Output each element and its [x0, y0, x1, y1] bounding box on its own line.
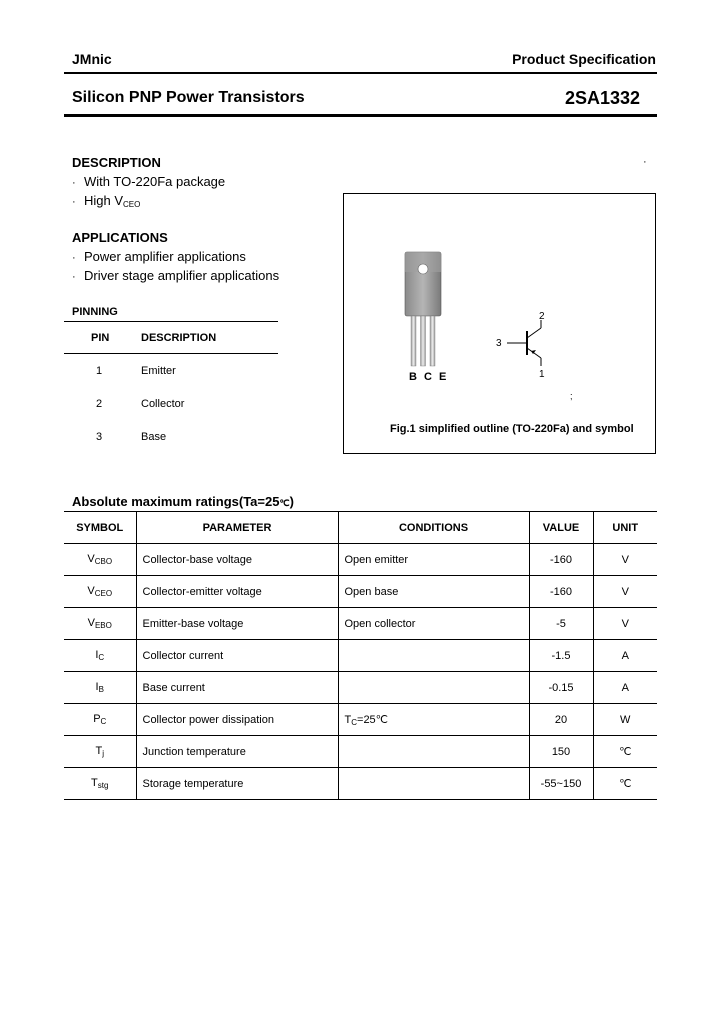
value-cell: -160: [529, 576, 593, 608]
figure-caption: Fig.1 simplified outline (TO-220Fa) and symbol: [390, 423, 634, 435]
symbol-pin-3: 3: [496, 338, 502, 349]
application-item: · Power amplifier applications: [72, 249, 246, 264]
value-cell: -55~150: [529, 768, 593, 800]
conditions-cell: Open collector: [338, 608, 529, 640]
bullet-icon: ·: [72, 271, 76, 283]
table-row: [64, 704, 657, 736]
table-row: [64, 576, 657, 608]
brand-name: JMnic: [72, 51, 112, 67]
unit-cell: V: [593, 544, 657, 576]
to220fa-package-icon: [395, 244, 455, 374]
pin-description: Collector: [141, 398, 185, 410]
symbol-cell: $I_C$: [64, 640, 136, 672]
pinning-rule-header: [64, 353, 278, 354]
pin-number: 2: [96, 398, 103, 410]
symbol-cell: $V_{CBO}$: [64, 544, 136, 576]
table-row: [64, 768, 657, 800]
value-cell: -160: [529, 544, 593, 576]
description-heading: DESCRIPTION: [72, 155, 161, 170]
application-item: · Driver stage amplifier applications: [72, 268, 280, 283]
value-cell: 150: [529, 736, 593, 768]
conditions-cell: Open emitter: [338, 544, 529, 576]
symbol-cell: $I_B$: [64, 672, 136, 704]
value-cell: -0.15: [529, 672, 593, 704]
pin-column-header: PIN: [91, 332, 110, 344]
pnp-transistor-symbol-icon: [505, 318, 555, 368]
value-cell: -5: [529, 608, 593, 640]
table-row: [64, 736, 657, 768]
conditions-cell: $T_C=25℃$: [338, 704, 529, 736]
symbol-cell: $V_{EBO}$: [64, 608, 136, 640]
symbol-pin-1: 1: [539, 369, 545, 380]
unit-cell: W: [593, 704, 657, 736]
unit-cell: V: [593, 576, 657, 608]
package-pin-labels: B C E: [409, 371, 449, 383]
parameter-cell: Collector-emitter voltage: [136, 576, 338, 608]
column-header: UNIT: [593, 512, 657, 544]
ratings-table: [64, 511, 657, 800]
column-header: CONDITIONS: [338, 512, 529, 544]
table-row: [64, 640, 657, 672]
symbol-cell: $T_{stg}$: [64, 768, 136, 800]
unit-cell: A: [593, 640, 657, 672]
applications-heading: APPLICATIONS: [72, 230, 168, 245]
pin-description: Base: [141, 431, 167, 443]
parameter-cell: Storage temperature: [136, 768, 338, 800]
pinning-heading: PINNING: [72, 306, 118, 318]
parameter-cell: Junction temperature: [136, 736, 338, 768]
column-header: VALUE: [529, 512, 593, 544]
parameter-cell: Collector power dissipation: [136, 704, 338, 736]
column-header: SYMBOL: [64, 512, 136, 544]
symbol-cell: $P_C$: [64, 704, 136, 736]
parameter-cell: Emitter-base voltage: [136, 608, 338, 640]
page-title: Silicon PNP Power Transistors: [72, 89, 305, 106]
parameter-cell: Collector-base voltage: [136, 544, 338, 576]
parameter-cell: Base current: [136, 672, 338, 704]
conditions-cell: Open base: [338, 576, 529, 608]
title-rule: [64, 114, 657, 117]
conditions-cell: [338, 736, 529, 768]
symbol-cell: $T_j$: [64, 736, 136, 768]
unit-cell: V: [593, 608, 657, 640]
unit-cell: ℃: [593, 736, 657, 768]
ratings-header-row: [64, 512, 657, 544]
conditions-cell: [338, 768, 529, 800]
parameter-cell: Collector current: [136, 640, 338, 672]
stray-dot: ;: [570, 391, 573, 401]
description-item: · High $V_{CEO}$: [72, 193, 141, 209]
description-item: · With TO-220Fa package: [72, 174, 226, 189]
table-row: [64, 608, 657, 640]
value-cell: 20: [529, 704, 593, 736]
symbol-cell: $V_{CEO}$: [64, 576, 136, 608]
part-number: 2SA1332: [564, 88, 640, 108]
pinning-rule-top: [64, 321, 278, 322]
ratings-title: Absolute maximum ratings(Ta=25℃): [72, 494, 294, 509]
bullet-icon: ·: [72, 196, 76, 208]
conditions-cell: [338, 672, 529, 704]
bullet-icon: ·: [72, 177, 76, 189]
bullet-icon: ·: [72, 252, 76, 264]
symbol-pin-2: 2: [539, 311, 545, 322]
header-rule: [64, 72, 657, 74]
figure-box: [343, 193, 656, 454]
unit-cell: A: [593, 672, 657, 704]
stray-mark: ·: [643, 156, 647, 168]
pin-number: 1: [96, 365, 103, 377]
table-row: [64, 544, 657, 576]
unit-cell: ℃: [593, 768, 657, 800]
value-cell: -1.5: [529, 640, 593, 672]
pin-number: 3: [96, 431, 103, 443]
description-column-header: DESCRIPTION: [141, 332, 217, 344]
table-row: [64, 672, 657, 704]
conditions-cell: [338, 640, 529, 672]
pin-description: Emitter: [141, 365, 176, 377]
column-header: PARAMETER: [136, 512, 338, 544]
document-type: Product Specification: [512, 51, 656, 67]
